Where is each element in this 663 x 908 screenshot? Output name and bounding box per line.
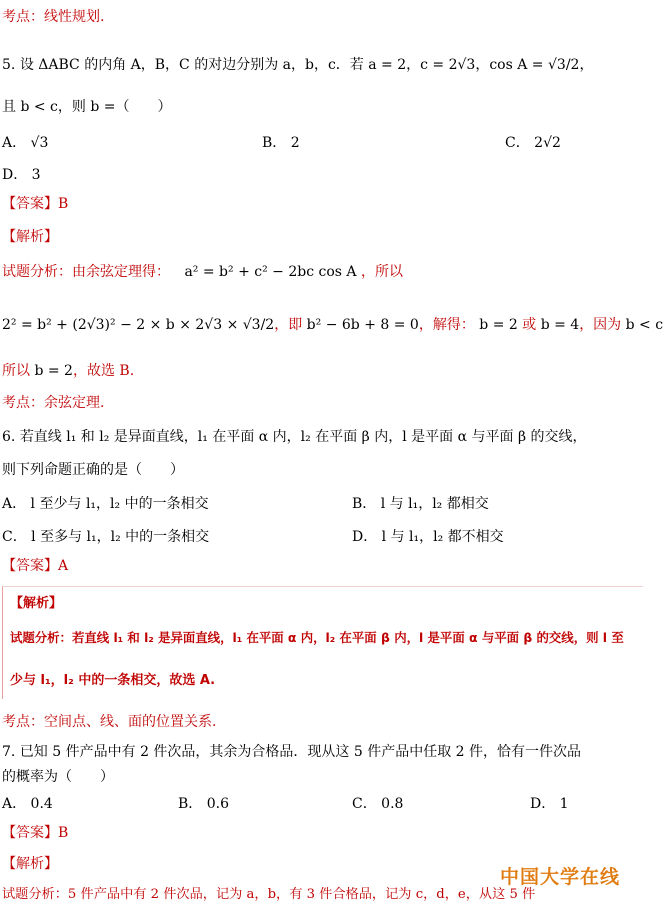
q5-eq-tail-a: ，即 (274, 317, 303, 333)
q5-equation: 2² = b² + (2√3)² − 2 × b × 2√3 × √3/2 (2, 317, 275, 333)
q6-stem-line1 (2, 430, 587, 444)
q6-stem-b: 则下列命题正确的是（ ） (2, 462, 184, 478)
q5-option-a: A． √3 (2, 135, 49, 151)
q5-formula-cosine: a² = b² + c² − 2bc cos A (184, 264, 357, 280)
q6-option-d: D． l 与 l₁，l₂ 都不相交 (352, 529, 504, 545)
q6-option-b: B． l 与 l₁，l₂ 都相交 (352, 496, 489, 512)
q5-or: 或 (522, 317, 537, 333)
q7-jiexi: 【解析】 (2, 856, 58, 872)
q5-solution-2: b = 4 (540, 317, 580, 333)
q7-stem-line1 (2, 745, 581, 759)
q5-stem-line1 (2, 58, 593, 72)
q7-option-b: B． 0.6 (178, 796, 230, 812)
q5-so: ，所以 (360, 264, 403, 280)
q5-eq-tail-b: ，解得： (418, 317, 475, 333)
q6-option-a: A． l 至少与 l₁，l₂ 中的一条相交 (2, 496, 209, 512)
q5-solution-1: b = 2 (479, 317, 518, 333)
q5-number: 5. (2, 57, 16, 73)
q7-analysis: 试题分析：5 件产品中有 2 件次品，记为 a，b，有 3 件合格品，记为 c，d，e，从这 5 件 (2, 887, 536, 902)
q5-quadratic: b² − 6b + 8 = 0 (306, 317, 419, 333)
q7-option-c: C． 0.8 (352, 796, 404, 812)
q5-conclusion (2, 364, 134, 378)
q6-number: 6. (2, 429, 16, 445)
q5-analysis-line1 (2, 265, 403, 279)
q5-conclusion-b: b = 2 (34, 363, 73, 379)
q7-number: 7. (2, 744, 16, 760)
q7-stem-a: 已知 5 件产品中有 2 件次品，其余为合格品．现从这 5 件产品中任取 2 件，恰有一件次品 (19, 744, 582, 760)
q5-conclusion-a: 所以 (2, 363, 30, 379)
q6-answer: 【答案】A (2, 558, 69, 574)
q5-option-d: D． 3 (2, 167, 41, 183)
q7-stem-b: 的概率为（ ） (2, 769, 114, 785)
q5-stem-b: 且 b < c，则 b =（ ） (2, 99, 172, 115)
q5-option-b: B． 2 (262, 135, 300, 151)
q7-option-a: A． 0.4 (2, 796, 53, 812)
q5-stem-a: 设 ΔABC 的内角 A，B，C 的对边分别为 a，b，c．若 a = 2，c = 2√3，cos A = √3/2， (19, 57, 594, 73)
q5-kaodian: 考点：余弦定理. (2, 395, 105, 411)
q6-jiexi: 【解析】 (10, 596, 63, 611)
q6-analysis-a: 试题分析：若直线 l₁ 和 l₂ 是异面直线，l₁ 在平面 α 内，l₂ 在平面 β 内，l 是平面 α 与平面 β 的交线，则 l 至 (10, 630, 624, 645)
q5-conclusion-c: ，故选 B. (72, 363, 135, 379)
q5-condition: b < c (625, 317, 663, 333)
q6-option-c: C． l 至多与 l₁，l₂ 中的一条相交 (2, 529, 210, 545)
q7-option-d: D． 1 (530, 796, 569, 812)
q5-jiexi: 【解析】 (2, 229, 58, 245)
q6-analysis-b: 少与 l₁，l₂ 中的一条相交，故选 A. (10, 673, 216, 688)
q5-because: ，因为 (579, 317, 622, 333)
watermark-logo: 中国大学在线 (500, 866, 621, 888)
q5-option-c: C． 2√2 (505, 135, 561, 151)
q6-kaodian: 考点：空间点、线、面的位置关系. (2, 714, 217, 730)
q5-analysis-label: 试题分析：由余弦定理得： (2, 264, 170, 280)
q7-answer: 【答案】B (2, 825, 69, 841)
q5-answer: 【答案】B (2, 196, 69, 212)
q6-stem-a: 若直线 l₁ 和 l₂ 是异面直线，l₁ 在平面 α 内，l₂ 在平面 β 内，l 是平面 α 与平面 β 的交线， (19, 429, 587, 445)
q5-analysis-line2 (2, 318, 663, 332)
q4-kaodian: 考点：线性规划. (2, 9, 105, 25)
